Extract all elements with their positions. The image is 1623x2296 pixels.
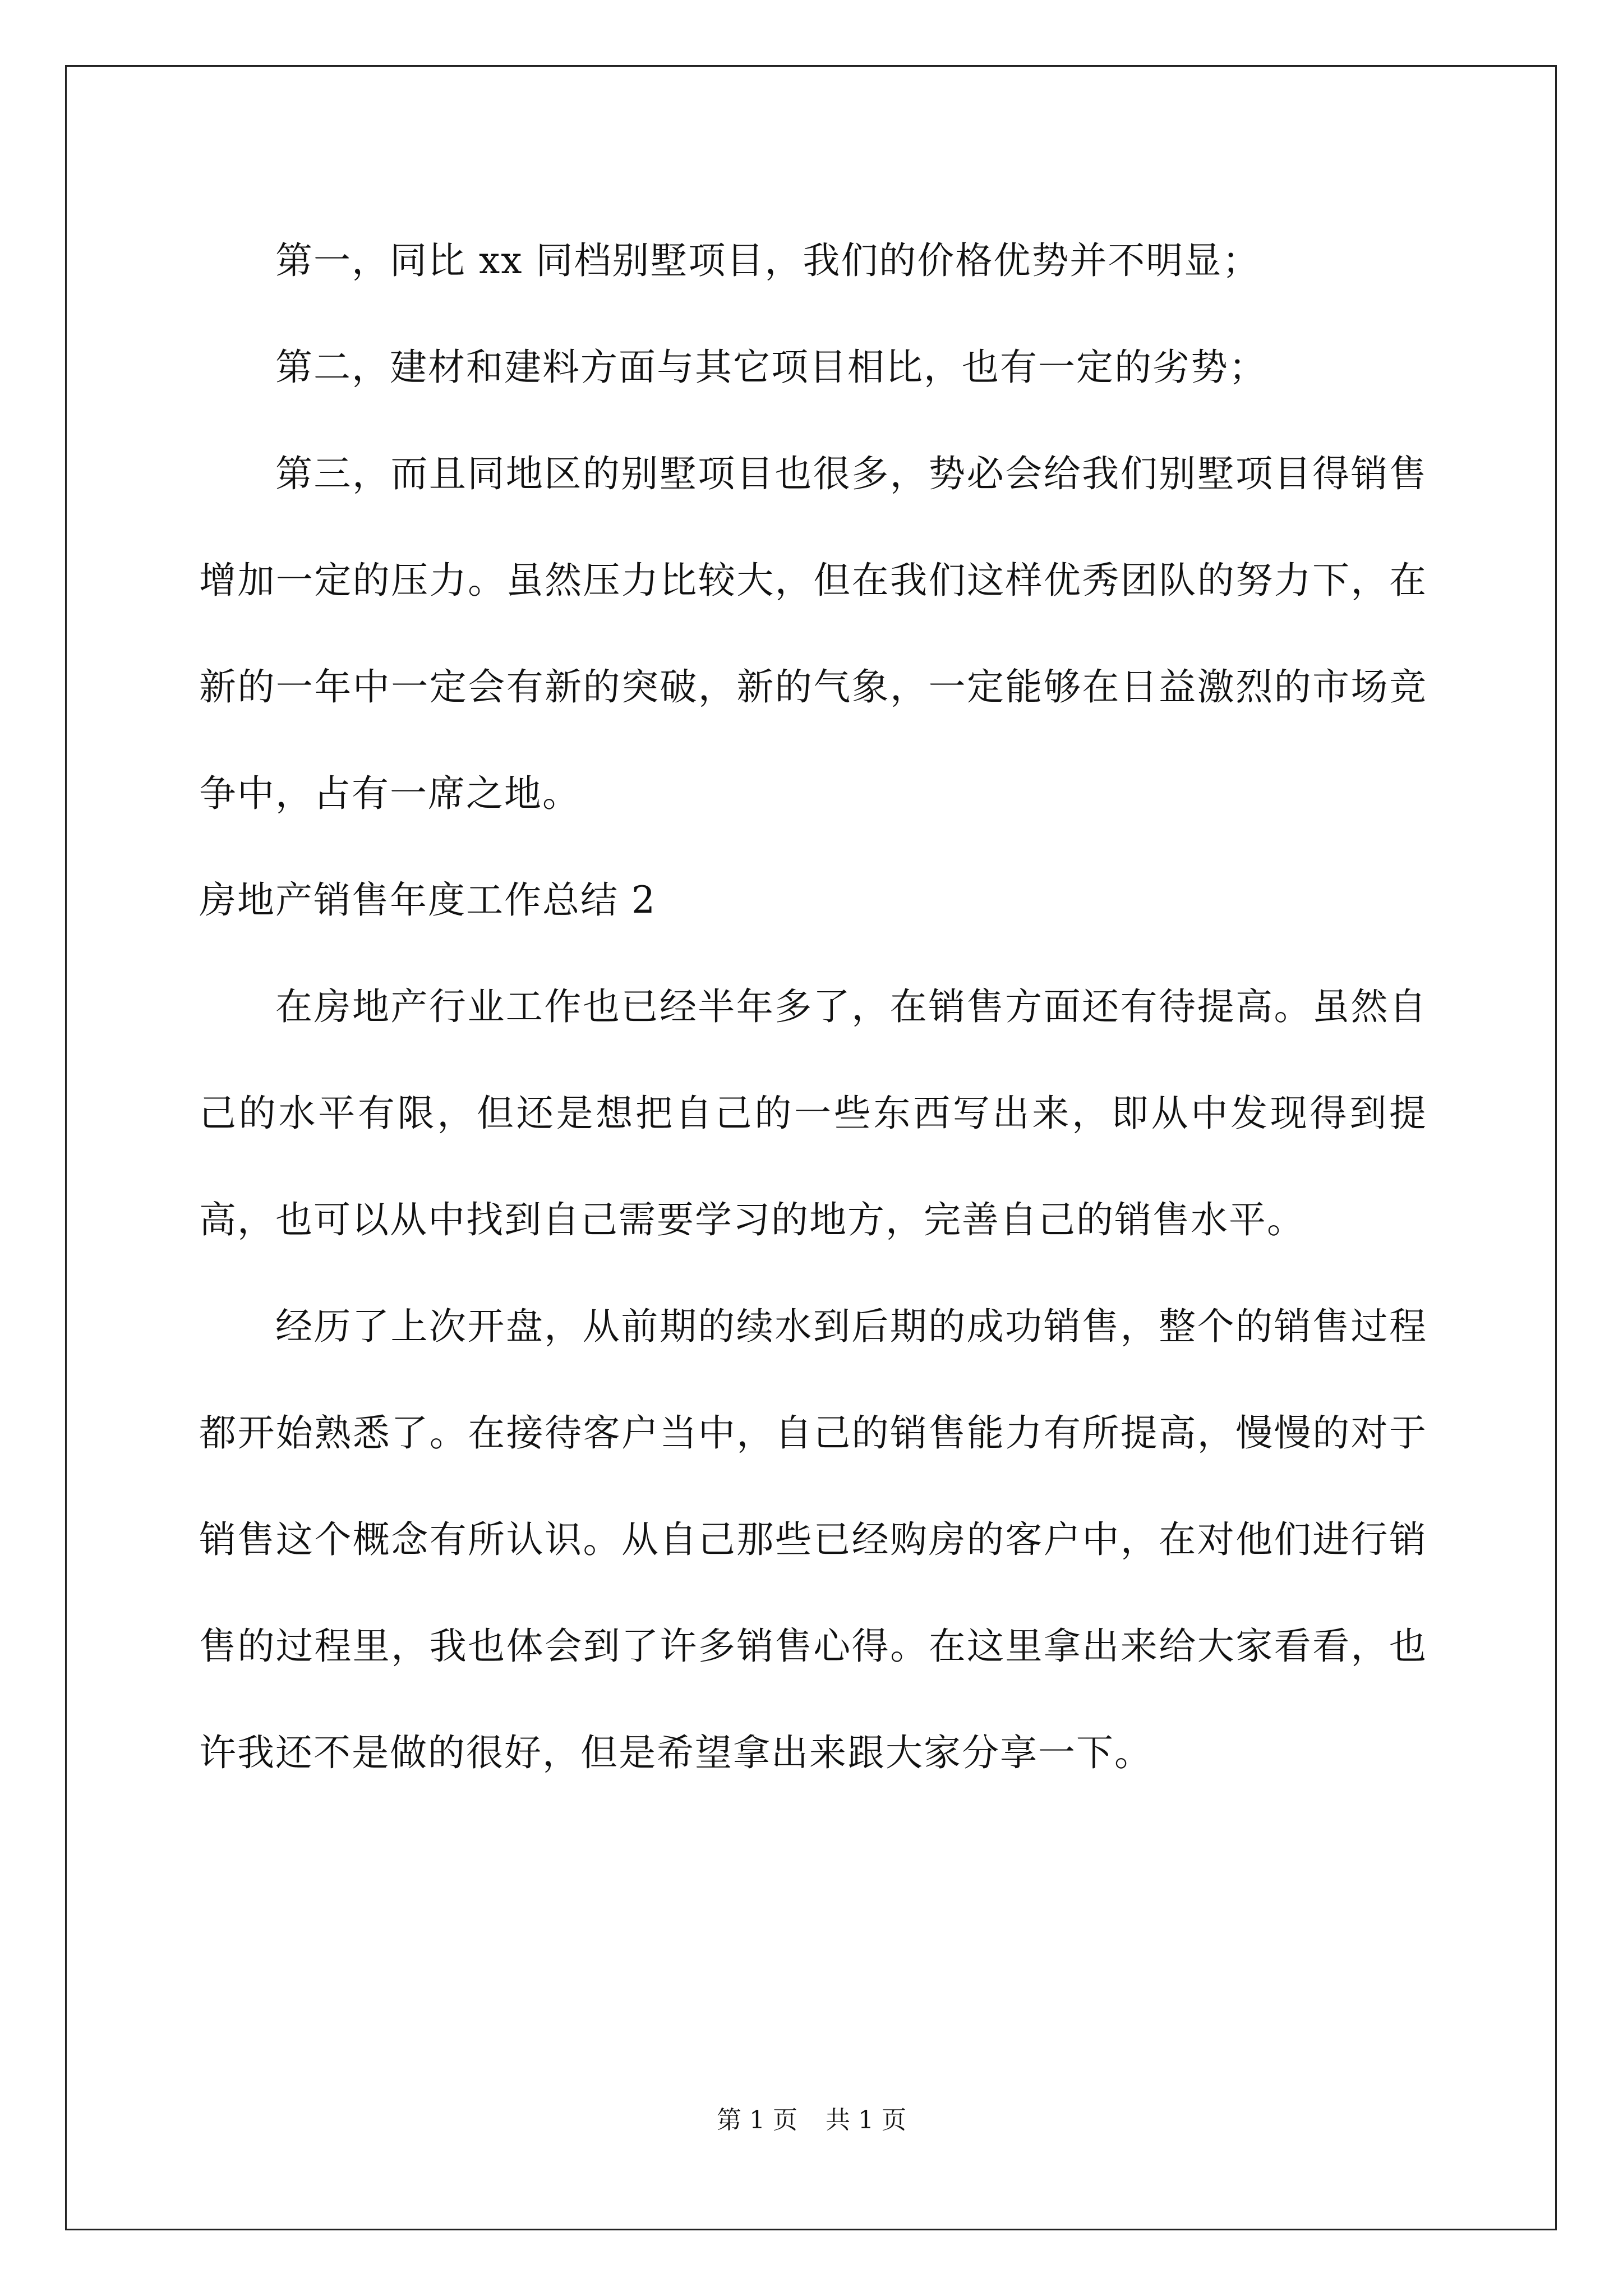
paragraph-second-point: 第二，建材和建料方面与其它项目相比，也有一定的劣势； [275, 346, 1267, 389]
page-total: 共 1 页 [826, 2106, 906, 2134]
paragraph-intro: 在房地产行业工作也已经半年多了，在销售方面还有待提高。虽然自己的水平有限，但还是想把自己的一些东西写出来，即从中发现得到提高，也可以从中找到自己需要学习的地方，完善自己的销售水平。 [199, 985, 1427, 1241]
paragraph-experience: 经历了上次开盘，从前期的续水到后期的成功销售，整个的销售过程都开始熟悉了。在接待客户当中，自己的销售能力有所提高，慢慢的对于销售这个概念有所认识。从自己那些已经购房的客户中，在对他们进行销售的过程里，我也体会到了许多销售心得。在这里拿出来给大家看看，也许我还不是做的很好，但是希望拿出来跟大家分享一下。 [199, 1305, 1427, 1774]
paragraph-third-point: 第三，而且同地区的别墅项目也很多，势必会给我们别墅项目得销售增加一定的压力。虽然压力比较大，但在我们这样优秀团队的努力下，在新的一年中一定会有新的突破，新的气象，一定能够在日益激烈的市场竞争中，占有一席之地。 [199, 452, 1427, 815]
page-number: 第 1 页 [717, 2106, 797, 2134]
section-heading: 房地产销售年度工作总结 2 [199, 878, 656, 922]
document-body [199, 208, 1427, 1806]
page-footer [0, 2104, 1623, 2137]
paragraph-first-point: 第一，同比 xx 同档别墅项目，我们的价格优势并不明显； [275, 239, 1261, 282]
